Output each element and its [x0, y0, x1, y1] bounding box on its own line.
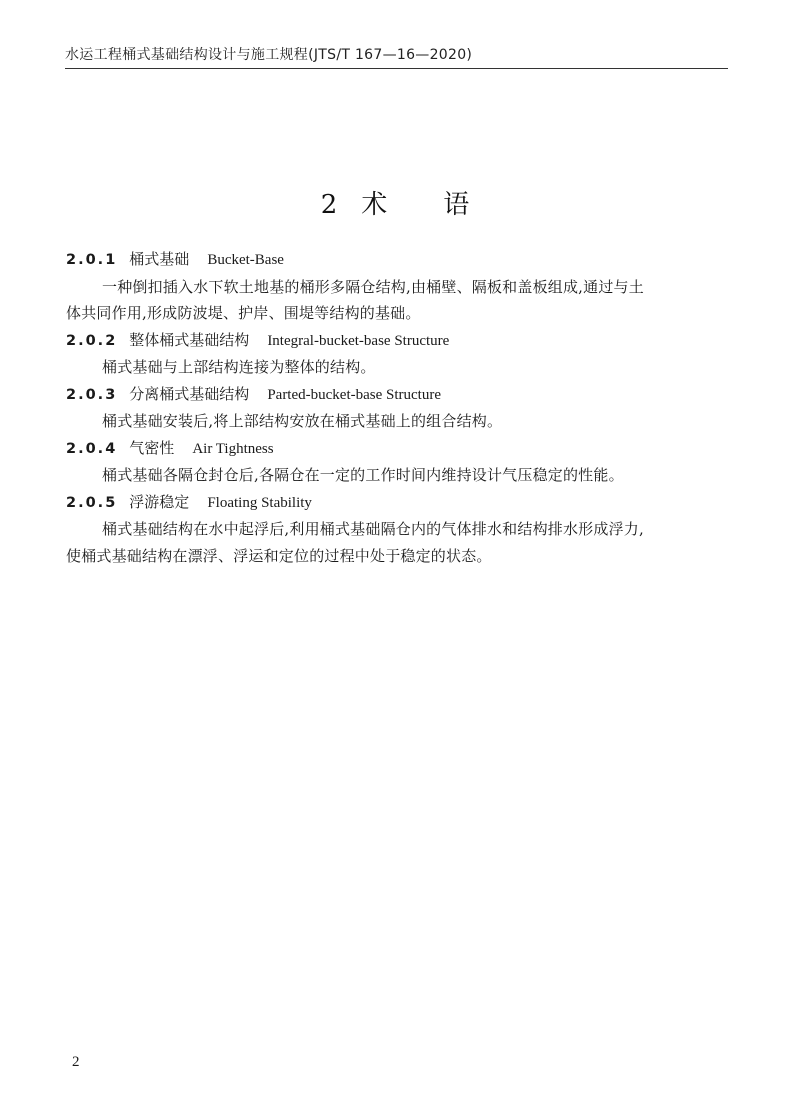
chapter-number: 2: [320, 190, 338, 220]
definition-line: 桶式基础与上部结构连接为整体的结构。: [102, 358, 376, 376]
term-definition: [66, 354, 730, 381]
term-english-name: Parted-bucket-base Structure: [267, 386, 441, 403]
terms-list: [66, 246, 730, 569]
definition-line: 体共同作用,形成防波堤、护岸、围堤等结构的基础。: [66, 304, 421, 322]
definition-line: 桶式基础结构在水中起浮后,利用桶式基础隔仓内的气体排水和结构排水形成浮力,: [102, 520, 644, 538]
term-definition: [66, 462, 730, 489]
term-chinese-name: 分离桶式基础结构: [129, 384, 250, 403]
term-2-0-1: [66, 246, 730, 327]
term-number: 2.0.4: [66, 440, 118, 457]
term-definition: [66, 274, 730, 327]
term-definition: [66, 408, 730, 435]
running-header: 水运工程桶式基础结构设计与施工规程(JTS/T 167—16—2020): [65, 47, 473, 63]
definition-line: 桶式基础安装后,将上部结构安放在桶式基础上的组合结构。: [102, 412, 503, 430]
term-heading: [66, 327, 730, 355]
chapter-title: [0, 184, 790, 221]
term-number: 2.0.3: [66, 386, 118, 403]
header-divider: [65, 68, 728, 69]
term-2-0-4: [66, 435, 730, 489]
definition-line: 使桶式基础结构在漂浮、浮运和定位的过程中处于稳定的状态。: [66, 546, 492, 565]
term-chinese-name: 气密性: [129, 438, 175, 457]
page-number: 2: [72, 1054, 80, 1070]
term-number: 2.0.5: [66, 494, 118, 511]
term-english-name: Air Tightness: [192, 440, 274, 457]
term-english-name: Bucket-Base: [207, 252, 284, 268]
term-english-name: Floating Stability: [207, 494, 312, 511]
term-2-0-5: [66, 489, 730, 570]
term-2-0-2: [66, 327, 730, 381]
term-2-0-3: [66, 381, 730, 435]
term-heading: [66, 381, 730, 409]
term-number: 2.0.2: [66, 332, 118, 349]
term-definition: [66, 516, 730, 569]
term-english-name: Integral-bucket-base Structure: [267, 332, 450, 349]
definition-line: 桶式基础各隔仓封仓后,各隔仓在一定的工作时间内维持设计气压稳定的性能。: [102, 466, 624, 484]
term-number: 2.0.1: [66, 252, 118, 268]
term-heading: [66, 489, 730, 517]
term-chinese-name: 桶式基础: [129, 250, 190, 268]
term-heading: [66, 246, 730, 274]
chapter-title-char-1: 术: [361, 190, 388, 220]
term-heading: [66, 435, 730, 463]
term-chinese-name: 整体桶式基础结构: [129, 330, 250, 349]
definition-line: 一种倒扣插入水下软土地基的桶形多隔仓结构,由桶壁、隔板和盖板组成,通过与土: [102, 277, 644, 296]
term-chinese-name: 浮游稳定: [129, 492, 190, 511]
chapter-title-char-2: 语: [443, 190, 470, 220]
